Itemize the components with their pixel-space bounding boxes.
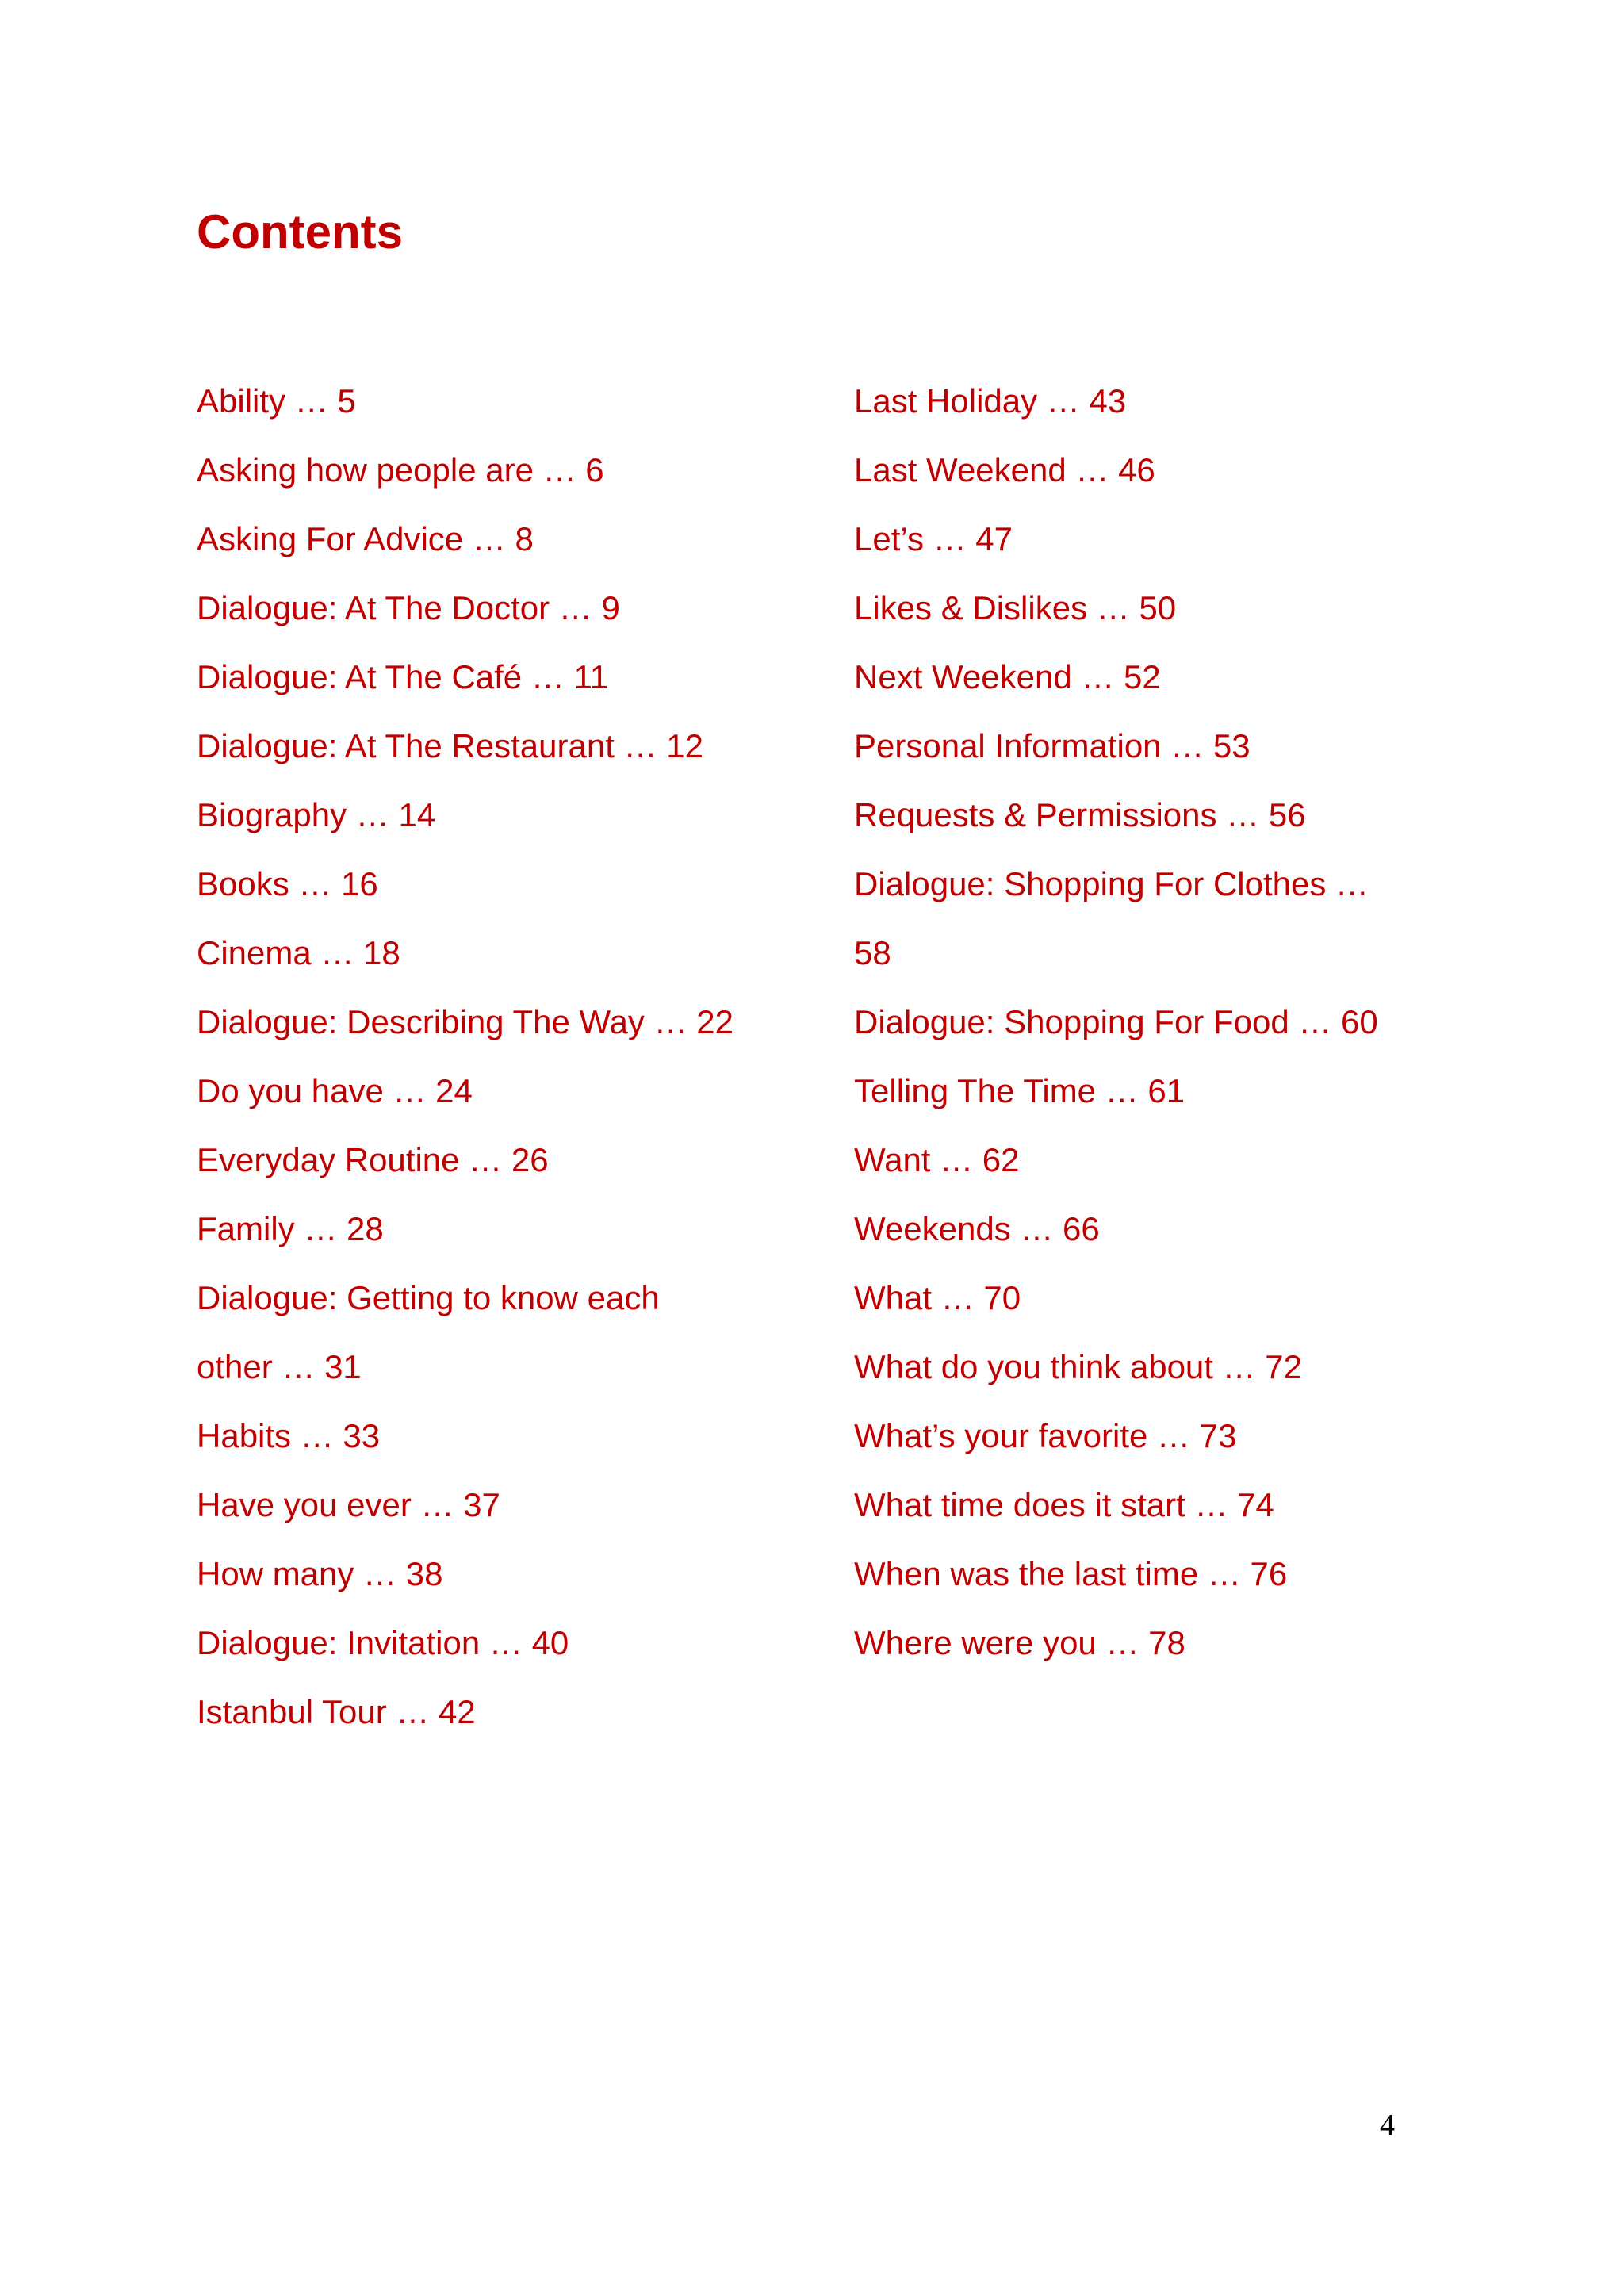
page-number: 4 [1380,2109,1395,2142]
toc-item [197,849,815,918]
toc-item [854,504,1457,573]
toc-item [197,1401,815,1470]
toc-link[interactable]: Everyday Routine … 26 [197,1141,549,1178]
toc-item [197,987,815,1056]
toc-item [197,1332,815,1401]
toc-link[interactable]: 58 [854,934,891,971]
toc-item [854,1539,1457,1608]
toc-link[interactable]: Habits … 33 [197,1417,381,1454]
toc-link[interactable]: What do you think about … 72 [854,1348,1303,1385]
toc-link[interactable]: What’s your favorite … 73 [854,1417,1237,1454]
toc-link[interactable]: Dialogue: At The Restaurant … 12 [197,727,703,764]
toc-item [854,435,1457,504]
toc-item [854,573,1457,642]
toc-link[interactable]: Last Holiday … 43 [854,382,1127,420]
toc-item [197,1194,815,1263]
toc-link[interactable]: Dialogue: Describing The Way … 22 [197,1003,733,1040]
toc-item [854,1401,1457,1470]
toc-item [854,642,1457,711]
toc-link[interactable]: Next Weekend … 52 [854,658,1161,695]
toc-link[interactable]: Where were you … 78 [854,1624,1185,1661]
toc-link[interactable]: Family … 28 [197,1210,384,1247]
toc-item [854,1056,1457,1125]
toc-item [197,1125,815,1194]
toc-link[interactable]: Likes & Dislikes … 50 [854,589,1177,626]
toc-item [197,504,815,573]
toc-item [854,780,1457,849]
toc-item [854,711,1457,780]
toc-link[interactable]: Istanbul Tour … 42 [197,1693,476,1730]
toc-item [197,918,815,987]
toc-link[interactable]: Dialogue: At The Café … 11 [197,658,609,695]
toc-column-left [197,366,815,1746]
toc-item [197,1608,815,1677]
toc-item [854,1125,1457,1194]
toc-item [197,711,815,780]
toc-item [197,1056,815,1125]
toc-link[interactable]: Ability … 5 [197,382,356,420]
toc-link[interactable]: Last Weekend … 46 [854,451,1155,489]
toc-link[interactable]: Dialogue: Invitation … 40 [197,1624,569,1661]
toc-item [197,1470,815,1539]
toc-link[interactable]: Dialogue: Shopping For Clothes … [854,865,1369,902]
toc-link[interactable]: Telling The Time … 61 [854,1072,1185,1109]
toc-link[interactable]: Dialogue: Shopping For Food … 60 [854,1003,1378,1040]
toc-link[interactable]: Requests & Permissions … 56 [854,796,1306,833]
contents-heading: Contents [197,205,403,259]
toc-link[interactable]: Dialogue: At The Doctor … 9 [197,589,620,626]
toc-link[interactable]: Asking For Advice … 8 [197,520,534,557]
toc-item [854,987,1457,1056]
toc-link[interactable]: other … 31 [197,1348,362,1385]
toc-link[interactable]: Do you have … 24 [197,1072,473,1109]
toc-item [197,1263,815,1332]
toc-item [197,1539,815,1608]
toc-item [854,1332,1457,1401]
toc-link[interactable]: When was the last time … 76 [854,1555,1288,1592]
toc-item [854,366,1457,435]
toc-link[interactable]: Cinema … 18 [197,934,400,971]
toc-link[interactable]: Let’s … 47 [854,520,1013,557]
toc-link[interactable]: Dialogue: Getting to know each [197,1279,660,1316]
toc-item [197,366,815,435]
toc-item [197,435,815,504]
toc-item [854,1194,1457,1263]
toc-link[interactable]: What … 70 [854,1279,1021,1316]
toc-link[interactable]: Want … 62 [854,1141,1020,1178]
toc-item [854,849,1457,918]
toc-item [197,780,815,849]
toc-link[interactable]: Have you ever … 37 [197,1486,500,1523]
toc-link[interactable]: How many … 38 [197,1555,443,1592]
toc-item [197,642,815,711]
toc-link[interactable]: Weekends … 66 [854,1210,1100,1247]
toc-item [197,1677,815,1746]
toc-item [854,1263,1457,1332]
toc-item [854,1470,1457,1539]
toc-link[interactable]: What time does it start … 74 [854,1486,1274,1523]
toc-link[interactable]: Books … 16 [197,865,378,902]
toc-link[interactable]: Biography … 14 [197,796,436,833]
toc-item [854,918,1457,987]
toc-column-right [854,366,1457,1677]
toc-item [197,573,815,642]
toc-link[interactable]: Personal Information … 53 [854,727,1251,764]
toc-item [854,1608,1457,1677]
toc-link[interactable]: Asking how people are … 6 [197,451,604,489]
